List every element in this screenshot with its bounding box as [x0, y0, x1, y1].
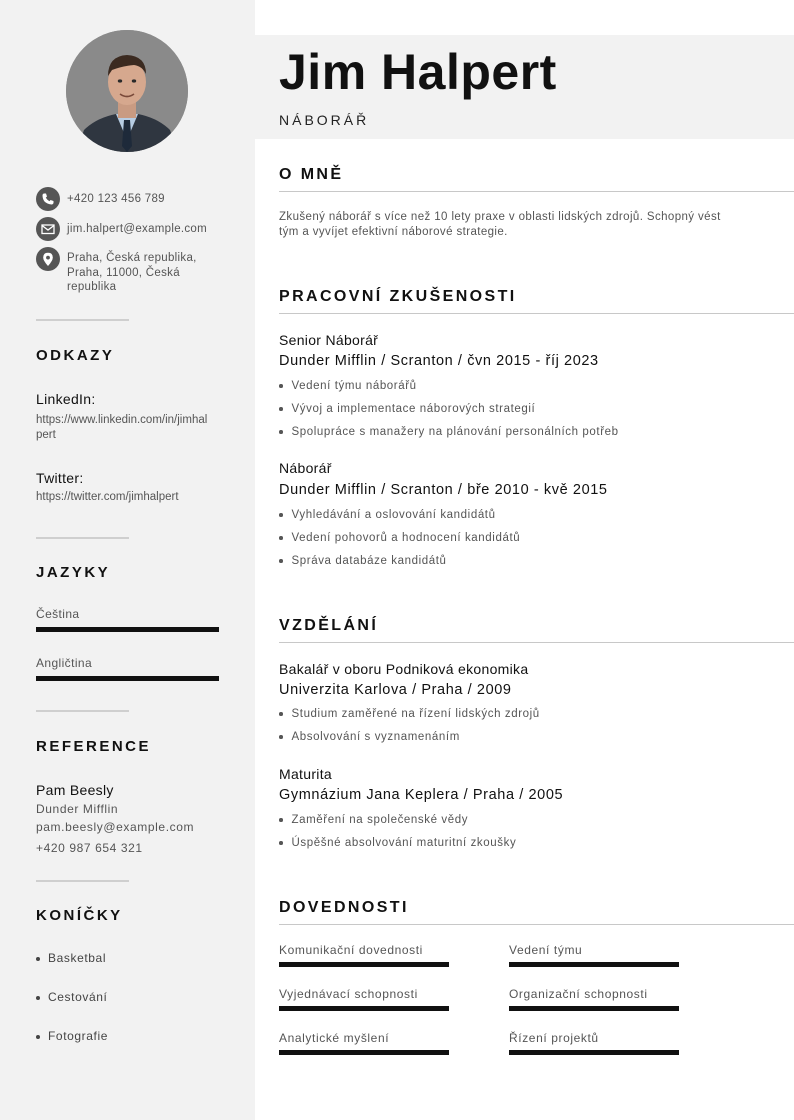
- language-name: Angličtina: [36, 656, 93, 670]
- bullet-dot: [36, 996, 40, 1000]
- education-bullet: Absolvování s vyznamenáním: [279, 731, 460, 743]
- experience-heading: PRACOVNÍ ZKUŠENOSTI: [279, 288, 517, 305]
- twitter-link[interactable]: https://twitter.com/jimhalpert: [36, 491, 179, 503]
- bullet-dot: [279, 384, 283, 388]
- section-divider: [279, 642, 794, 643]
- phone-icon: [36, 187, 60, 211]
- bullet-dot: [279, 735, 283, 739]
- profile-photo: [66, 30, 188, 152]
- contact-email: [36, 217, 207, 241]
- email-text: jim.halpert@example.com: [67, 223, 208, 235]
- linkedin-label: LinkedIn:: [36, 391, 96, 407]
- language-level-bar: [36, 627, 219, 632]
- experience-details: Dunder Mifflin / Scranton / čvn 2015 - říj 2023: [279, 353, 599, 369]
- bullet-dot: [279, 407, 283, 411]
- divider: [36, 537, 129, 539]
- bullet-dot: [279, 818, 283, 822]
- location-pin-icon: [36, 247, 60, 271]
- hobby-item: Cestování: [36, 990, 107, 1004]
- bullet-dot: [279, 559, 283, 563]
- reference-email: pam.beesly@example.com: [36, 820, 195, 834]
- section-divider: [279, 924, 794, 925]
- skill-name: Analytické myšlení: [279, 1031, 390, 1045]
- sidebar: [0, 0, 255, 1120]
- experience-bullet: Správa databáze kandidátů: [279, 555, 447, 567]
- reference-heading: REFERENCE: [36, 738, 152, 755]
- education-details: Gymnázium Jana Keplera / Praha / 2005: [279, 787, 564, 803]
- education-heading: VZDĚLÁNÍ: [279, 617, 379, 634]
- experience-bullet: Vyhledávání a oslovování kandidátů: [279, 509, 496, 521]
- education-bullet: Studium zaměřené na řízení lidských zdrojů: [279, 708, 540, 720]
- hobby-item: Basketbal: [36, 951, 106, 965]
- language-level-bar: [36, 676, 219, 681]
- hobbies-heading: KONÍČKY: [36, 907, 123, 924]
- skill-level-bar: [509, 1050, 679, 1055]
- languages-heading: JAZYKY: [36, 564, 111, 581]
- skill-name: Organizační schopnosti: [509, 987, 648, 1001]
- contact-phone: [36, 187, 165, 211]
- experience-bullet: Vedení týmu náborářů: [279, 380, 417, 392]
- experience-bullet: Spolupráce s manažery na plánování personálních potřeb: [279, 426, 619, 438]
- experience-bullet: Vývoj a implementace náborových strategií: [279, 403, 535, 415]
- experience-title: Náborář: [279, 460, 332, 476]
- bullet-dot: [36, 1035, 40, 1039]
- twitter-label: Twitter:: [36, 470, 84, 486]
- skill-name: Vedení týmu: [509, 943, 583, 957]
- skill-level-bar: [279, 1006, 449, 1011]
- skill-name: Komunikační dovednosti: [279, 943, 423, 957]
- education-bullet: Úspěšné absolvování maturitní zkoušky: [279, 837, 516, 849]
- skill-level-bar: [279, 962, 449, 967]
- education-details: Univerzita Karlova / Praha / 2009: [279, 682, 512, 698]
- about-heading: O MNĚ: [279, 166, 344, 183]
- person-name: Jim Halpert: [279, 44, 557, 100]
- divider: [36, 319, 129, 321]
- education-title: Maturita: [279, 766, 332, 782]
- links-heading: ODKAZY: [36, 347, 115, 364]
- reference-name: Pam Beesly: [36, 782, 114, 798]
- bullet-dot: [279, 536, 283, 540]
- hobby-item: Fotografie: [36, 1029, 108, 1043]
- contact-address: [36, 247, 197, 295]
- experience-bullet: Vedení pohovorů a hodnocení kandidátů: [279, 532, 520, 544]
- experience-title: Senior Náborář: [279, 332, 379, 348]
- section-divider: [279, 313, 794, 314]
- bullet-dot: [279, 841, 283, 845]
- section-divider: [279, 191, 794, 192]
- phone-text: +420 123 456 789: [67, 193, 165, 205]
- divider: [36, 710, 129, 712]
- education-title: Bakalář v oboru Podniková ekonomika: [279, 661, 529, 677]
- skill-level-bar: [279, 1050, 449, 1055]
- job-title: NÁBORÁŘ: [279, 112, 370, 128]
- skill-name: Vyjednávací schopnosti: [279, 987, 418, 1001]
- about-text: Zkušený náborář s více než 10 lety praxe v oblasti lidských zdrojů. Schopný vést tým a vyvíjet efektivní náborové strategie.: [279, 211, 721, 238]
- bullet-dot: [36, 957, 40, 961]
- linkedin-link[interactable]: https://www.linkedin.com/in/jimhal pert: [36, 414, 208, 441]
- skills-heading: DOVEDNOSTI: [279, 899, 409, 916]
- divider: [36, 880, 129, 882]
- bullet-dot: [279, 712, 283, 716]
- skill-name: Řízení projektů: [509, 1031, 599, 1045]
- bullet-dot: [279, 513, 283, 517]
- reference-phone: +420 987 654 321: [36, 841, 143, 855]
- bullet-dot: [279, 430, 283, 434]
- address-text: Praha, Česká republika, Praha, 11000, Česká republika: [67, 252, 197, 293]
- mail-icon: [36, 217, 60, 241]
- experience-details: Dunder Mifflin / Scranton / bře 2010 - kvě 2015: [279, 482, 608, 498]
- language-name: Čeština: [36, 607, 80, 621]
- skill-level-bar: [509, 1006, 679, 1011]
- skill-level-bar: [509, 962, 679, 967]
- education-bullet: Zaměření na společenské vědy: [279, 814, 468, 826]
- reference-company: Dunder Mifflin: [36, 802, 119, 816]
